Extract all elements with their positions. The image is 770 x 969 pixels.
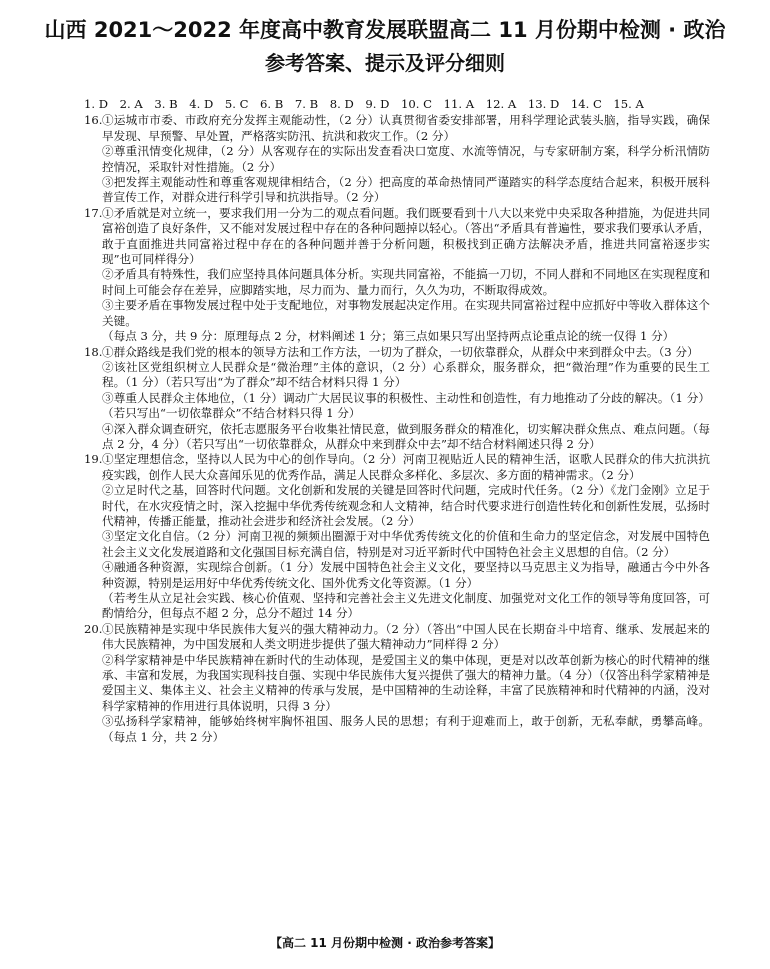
question-block: [84, 206, 710, 345]
answer-paragraph: ②科学家精神是中华民族精神在新时代的生动体现，是爱国主义的集中体现，更是对以改革创新为核心的时代精神的继承、丰富和发展，为我国实现科技自强、实现中华民族伟大复兴提供了强大的精神力量。（4 分）（仅答出科学家精神是爱国主义、集体主义、社会主义精神的传承与发展，是中国精神的生动诠释，丰富了民族精神和时代精神的内涵，没对科学家精神的作用进行具体说明，只得 3 分）: [102, 652, 710, 713]
document-title: 山西 2021～2022 年度高中教育发展联盟高二 11 月份期中检测 · 政治: [44, 18, 726, 42]
answer-content: [84, 97, 710, 745]
question-block: [84, 622, 710, 745]
answer-paragraph: ①群众路线是我们党的根本的领导方法和工作方法，一切为了群众，一切依靠群众，从群众中来到群众中去。（3 分）: [102, 344, 699, 359]
question-block: [84, 345, 710, 453]
question-list: [84, 113, 710, 745]
page-footer: 【高二 11 月份期中检测 · 政治参考答案】: [270, 936, 500, 950]
answer-paragraph: ②尊重汛情变化规律，（2 分）从客观存在的实际出发查看决口宽度、水流等情况，与专家研制方案，科学分析汛情防控情况，采取针对性措施。（2 分）: [102, 144, 710, 174]
question-number: 18.: [84, 344, 103, 359]
answer-paragraph: ②立足时代之基，回答时代问题。文化创新和发展的关键是回答时代问题，完成时代任务。（2 分）《龙门金刚》立足于时代，在水灾疫情之时，深入挖掘中华优秀传统观念和人文精神，结合时代要求进行创造性转化和创新性发展，弘扬时代精神，传播正能量，推动社会进步和经济社会发展。（2 分）: [102, 483, 710, 528]
question-number: 17.: [84, 205, 103, 220]
answer-paragraph: ①坚定理想信念，坚持以人民为中心的创作导向。（2 分）河南卫视贴近人民的精神生活，讴歌人民群众的伟大抗洪抗疫实践，创作人民大众喜闻乐见的优秀作品，满足人民群众多样化、多层次、多方面的精神需求。（2 分）: [102, 452, 710, 482]
answer-paragraph: ①运城市市委、市政府充分发挥主观能动性，（2 分）认真贯彻省委安排部署，用科学理论武装头脑，指导实践，确保早发现、早预警、早处置，严格落实防汛、抗洪和救灾工作。（2 分）: [102, 113, 710, 143]
answer-paragraph: ③尊重人民群众主体地位，（1 分）调动广大居民议事的积极性、主动性和创造性，有力地推动了分歧的解决。（1 分）（若只写出“一切依靠群众”不结合材料只得 1 分）: [102, 390, 710, 421]
question-block: [84, 452, 710, 621]
answer-paragraph: ②该社区党组织树立人民群众是“微治理”主体的意识，（2 分）心系群众，服务群众，把“微治理”作为重要的民生工程。（1 分）（若只写出“为了群众”却不结合材料只得 1 分）: [102, 359, 710, 390]
document-subtitle: 参考答案、提示及评分细则: [265, 51, 505, 75]
question-block: [84, 113, 710, 205]
multiple-choice-answers: 1. D 2. A 3. B 4. D 5. C 6. B 7. B 8. D 9. D 10. C 11. A 12. A 13. D 14. C 15. A: [84, 97, 644, 111]
question-number: 19.: [84, 452, 103, 467]
question-number: 16.: [84, 113, 103, 128]
answer-paragraph: ③坚定文化自信。（2 分）河南卫视的频频出圈源于对中华优秀传统文化的价值和生命力的坚定信念，对发展中国特色社会主义文化发展道路和文化强国目标充满自信，特别是对习近平新时代中国特色社会主义思想的自信。（2 分）: [102, 529, 710, 559]
answer-paragraph: ①矛盾就是对立统一，要求我们用一分为二的观点看问题。我们既要看到十八大以来党中央采取各种措施，为促进共同富裕创造了良好条件，又不能对发展过程中存在的各种问题掉以轻心。（答出“矛盾具有普遍性，要求我们要承认矛盾，敢于直面推进共同富裕过程中存在的各种问题并善于分析问题，积极找到正确方法解决矛盾，推进共同富裕逐步实现”也可同样得分）: [102, 205, 710, 267]
answer-paragraph: ③主要矛盾在事物发展过程中处于支配地位，对事物发展起决定作用。在实现共同富裕过程中应抓好中等收入群体这个关键。: [102, 298, 710, 328]
answer-paragraph: ③把发挥主观能动性和尊重客观规律相结合，（2 分）把高度的革命热情同严谨踏实的科学态度结合起来，积极开展科普宣传工作，对群众进行科学引导和抗洪指导。（2 分）: [102, 175, 710, 205]
scoring-note: （若考生从立足社会实践、核心价值观、坚持和完善社会主义先进文化制度、加强党对文化工作的领导等角度回答，可酌情给分，但每点不超 2 分，总分不超过 14 分）: [102, 591, 710, 621]
answer-paragraph: ③弘扬科学家精神，能够始终树牢胸怀祖国、服务人民的思想；有利于迎难而上，敢于创新，无私奉献，勇攀高峰。（每点 1 分，共 2 分）: [102, 714, 710, 744]
answer-paragraph: ④深入群众调查研究，依托志愿服务平台收集社情民意，做到服务群众的精准化，切实解决群众焦点、难点问题。（每点 2 分，4 分）（若只写出“一切依靠群众，从群众中来到群众中去”却不结合材料阐述只得 2 分）: [102, 421, 710, 451]
question-number: 20.: [84, 621, 103, 636]
answer-paragraph: ①民族精神是实现中华民族伟大复兴的强大精神动力。（2 分）（答出“中国人民在长期奋斗中培育、继承、发展起来的伟大民族精神，为中国发展和人类文明进步提供了强大精神动力”同样得 2 分）: [102, 621, 710, 652]
answer-paragraph: ④融通各种资源，实现综合创新。（1 分）发展中国特色社会主义文化，要坚持以马克思主义为指导，融通古今中外各种资源，特别是运用好中华优秀传统文化、国外优秀文化等资源。（1 分）: [102, 560, 710, 590]
answer-paragraph: ②矛盾具有特殊性，我们应坚持具体问题具体分析。实现共同富裕，不能搞一刀切，不同人群和不同地区在实现程度和时间上可能会存在差异，应脚踏实地，尽力而为、量力而行，久久为功，不断取得成效。: [102, 267, 710, 297]
scoring-note: （每点 3 分，共 9 分：原理每点 2 分，材料阐述 1 分；第三点如果只写出坚持两点论重点论的统一仅得 1 分）: [102, 329, 675, 344]
